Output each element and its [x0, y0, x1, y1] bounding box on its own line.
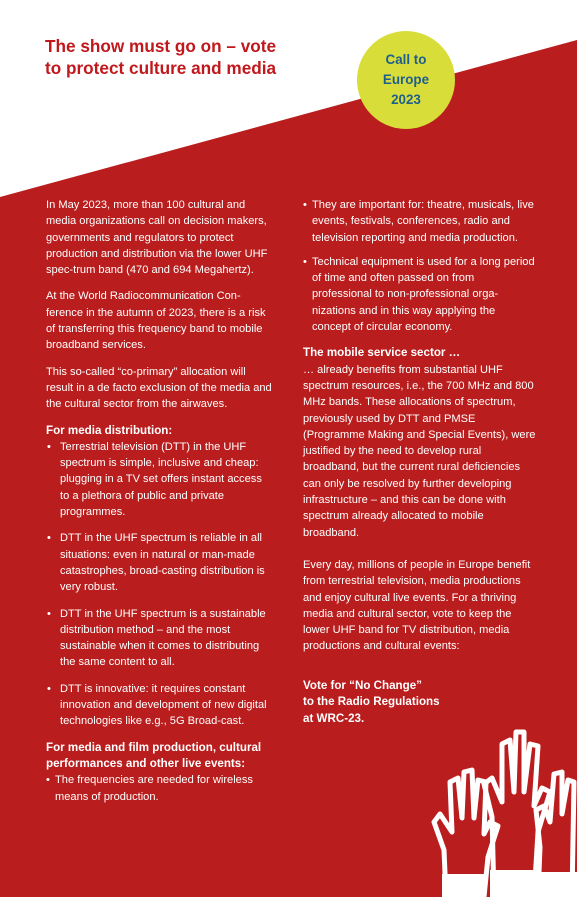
left-column — [46, 197, 274, 813]
list-item: • Terrestrial television (DTT) in the UHF spectrum is simple, inclusive and cheap: plugging in a TV set offers instant access to a plethora of public and private programmes. — [46, 439, 274, 520]
vote-statement — [303, 678, 537, 728]
call-to-europe-badge — [357, 31, 455, 129]
list-item: • DTT in the UHF spectrum is reliable in all situations: even in natural or man-made catastrophes, broad-casting distribution is very robust. — [46, 530, 274, 595]
list-item: • DTT in the UHF spectrum is a sustainable distribution method – and the most sustainable when it comes to distributing the same content to all. — [46, 606, 274, 671]
vote-line: to the Radio Regulations — [303, 695, 440, 709]
intro-paragraph: In May 2023, more than 100 cultural and media organizations call on decision makers, governments and regulators to protect production and distribution via the lower UHF spec-trum band (470 and 694 Megahertz). — [46, 199, 268, 277]
vote-line: Vote for “No Change” — [303, 678, 422, 692]
intro-paragraph: This so-called “co-primary” allocation will result in a de facto exclusion of the media and the cultural sector from the airwaves. — [46, 365, 272, 411]
list-item: • DTT is innovative: it requires constant innovation and development of new digital technologies like e.g., 5G Broad-cast. — [46, 681, 274, 730]
raised-hands-icon — [428, 722, 577, 897]
production-list — [46, 772, 274, 805]
production-list-continued — [303, 197, 537, 335]
list-item: • The frequencies are needed for wireless means of production. — [46, 772, 274, 805]
distribution-heading: For media distribution: — [46, 423, 173, 437]
right-column — [303, 197, 537, 727]
intro-paragraph: At the World Radiocommunication Con-ference in the autumn of 2023, there is a risk of transferring this frequency band to mobile broadband services. — [46, 290, 266, 352]
mobile-paragraph: … already benefits from substantial UHF spectrum resources, i.e., the 700 MHz and 800 MHz bands. These allocations of spectrum, previously used by DTT and PMSE (Programme Making and Special Events), were justified by the need to develop rural broadband, but the current rural deficiencies can only be resolved by further developing infrastructure – and this can be done with spectrum already allocated to mobile broadband. — [303, 363, 536, 539]
list-item: • They are important for: theatre, musicals, live events, festivals, conferences, radio and television reporting and media production. — [303, 197, 537, 246]
mobile-heading: The mobile service sector … — [303, 346, 461, 360]
badge-line: 2023 — [391, 92, 421, 107]
page-title: The show must go on – vote to protect culture and media — [45, 36, 277, 78]
everyday-paragraph: Every day, millions of people in Europe benefit from terrestrial television, media productions and enjoy cultural live events. For a thriving media and cultural sector, vote to keep the lower UHF band for TV distribution, media productions and cultural events: — [303, 558, 531, 653]
vote-line: at WRC-23. — [303, 711, 365, 725]
badge-line: Europe — [382, 72, 430, 87]
badge-line: Call to — [385, 52, 427, 67]
distribution-list — [46, 439, 274, 730]
list-item: • Technical equipment is used for a long period of time and often passed on from professional to non-professional orga-nizations and in this way applying the concept of circular economy. — [303, 254, 537, 335]
production-heading: For media and film production, cultural performances and other live events: — [46, 740, 262, 770]
